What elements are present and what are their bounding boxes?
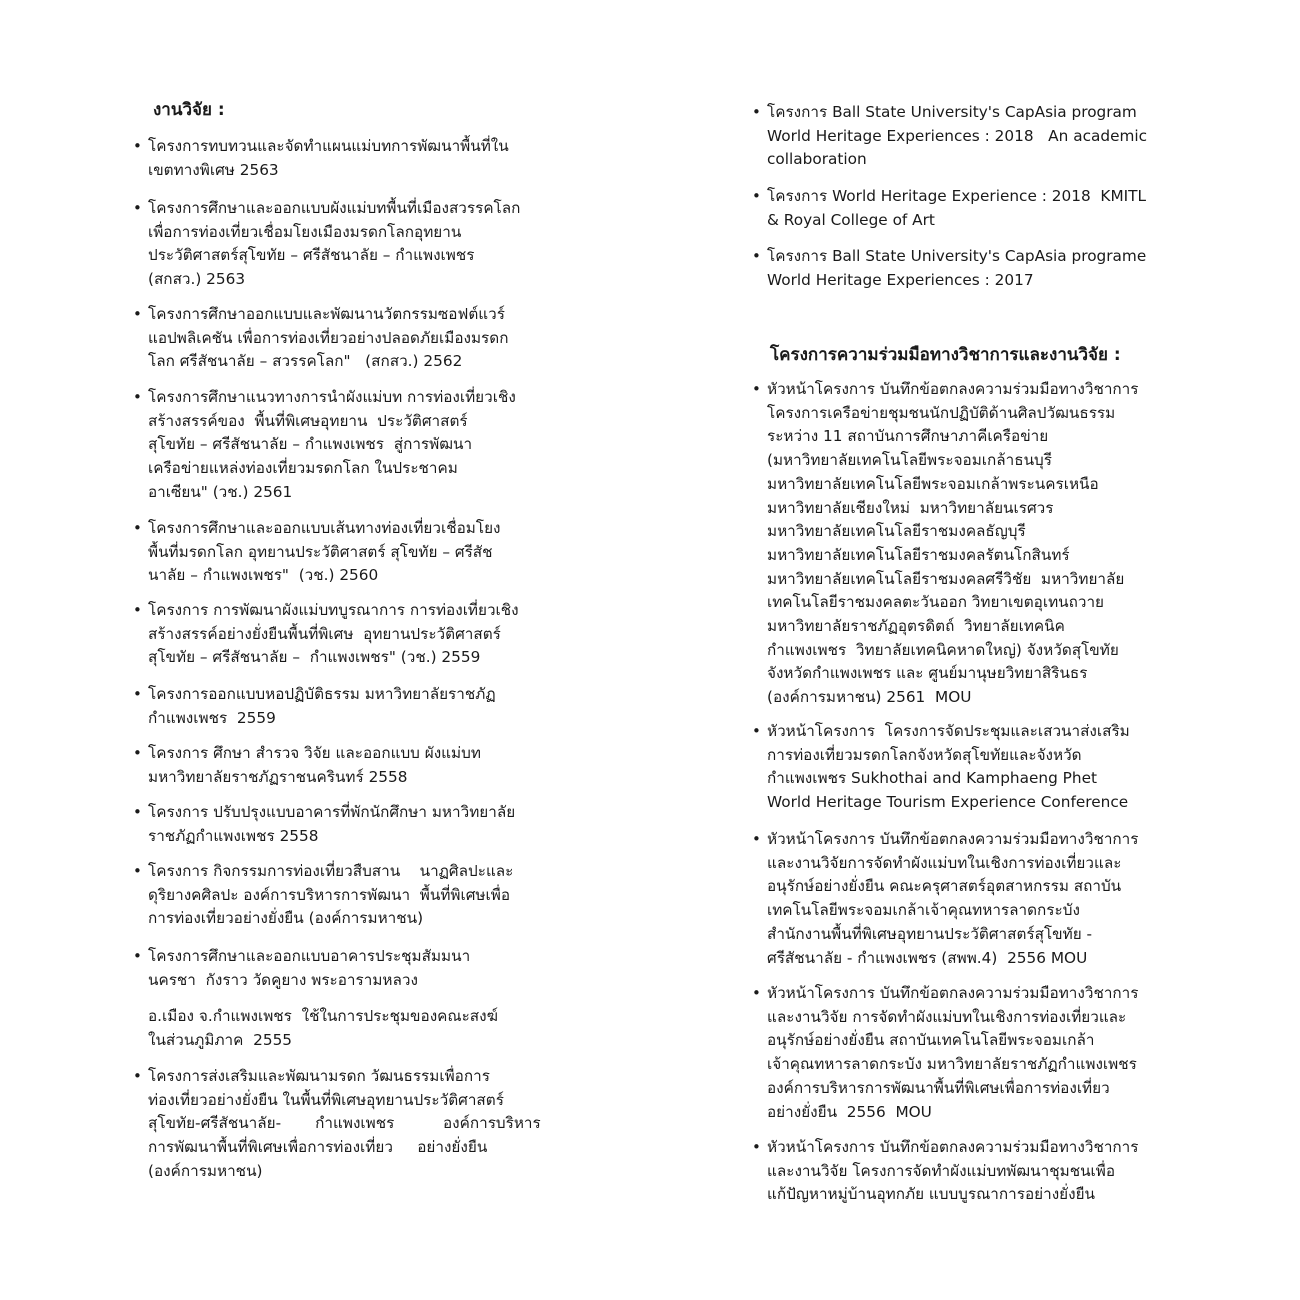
list-item [752,720,1182,815]
list-item-line: เครือข่ายแหล่งท่องเที่ยวมรดกโลก ในประชาคม [148,459,458,478]
list-item-line: World Heritage Experiences : 2018 An academic [767,126,1148,145]
list-item-line: อนุรักษ์อย่างยั่งยืน คณะครุศาสตร์อุตสาหกรรม สถาบัน [767,877,1122,896]
list-item-line: มหาวิทยาลัยเทคโนโลยีราชมงคลรัตนโกสินทร์ [767,545,1070,564]
list-item-line: (องค์การมหาชน) [148,1161,263,1180]
list-item [752,245,1182,292]
list-item-line: ศรีสัชนาลัย - กำแพงเพชร (สพพ.4) 2556 MOU [767,948,1088,967]
list-item-line: โครงการศึกษาและออกแบบผังแม่บทพื้นที่เมืองสวรรคโลก [148,199,521,217]
bullet-icon: • [133,803,142,821]
list-item-line: มหาวิทยาลัยราชภัฏอุตรดิตถ์ วิทยาลัยเทคนิค [767,617,1065,636]
list-item-line: อนุรักษ์อย่างยั่งยืน สถาบันเทคโนโลยีพระจอมเกล้า [767,1031,1095,1050]
list-item-line: แอปพลิเคชัน เพื่อการท่องเที่ยวอย่างปลอดภัยเมืองมรดก [148,328,509,347]
bullet-icon: • [133,685,142,703]
list-item-line: (สกสว.) 2563 [148,270,246,289]
bullet-icon: • [133,862,142,880]
list-item [133,683,563,730]
list-item-line: จังหวัดกำแพงเพชร และ ศูนย์มานุษยวิทยาสิรินธร [767,664,1088,683]
bullet-icon: • [133,1067,142,1085]
list-item-line: และงานวิจัยการจัดทำผังแม่บทในเชิงการท่องเที่ยวและ [767,853,1122,872]
list-item-line: หัวหน้าโครงการ โครงการจัดประชุมและเสวนาส่งเสริม [767,722,1130,740]
list-item-line: collaboration [767,150,867,169]
list-item-line: โครงการ การพัฒนาผังแม่บทบูรณาการ การท่องเที่ยวเชิง [148,601,519,619]
list-item-line: เจ้าคุณทหารลาดกระบัง มหาวิทยาลัยราชภัฏกำแพงเพชร [767,1055,1137,1074]
list-item-line: โลก ศรีสัชนาลัย – สวรรคโลก" (สกสว.) 2562 [148,352,463,371]
list-item-line: กำแพงเพชร 2559 [148,708,276,727]
list-item-line: หัวหน้าโครงการ บันทึกข้อตกลงความร่วมมือทางวิชาการ [767,984,1139,1002]
bullet-icon: • [752,722,761,740]
list-item-line: ในส่วนภูมิภาค 2555 [148,1030,293,1049]
list-item [133,303,563,374]
list-item [133,1005,563,1052]
list-item-line: สุโขทัย-ศรีสัชนาลัย- กำแพงเพชร องค์การบริหาร [148,1114,541,1133]
list-item-line: World Heritage Tourism Experience Conference [767,793,1129,812]
bullet-icon: • [752,103,761,121]
list-item-line: World Heritage Experiences : 2017 [767,270,1034,289]
list-item-line: และงานวิจัย โครงการจัดทำผังแม่บทพัฒนาชุมชนเพื่อ [767,1161,1116,1180]
list-item-line: ราชภัฏกำแพงเพชร 2558 [148,826,319,845]
list-item-line: (องค์การมหาชน) 2561 MOU [767,688,972,707]
list-item-line: พื้นที่มรดกโลก อุทยานประวัติศาสตร์ สุโขทัย – ศรีสัช [148,542,493,561]
list-item [752,1136,1182,1207]
bullet-icon: • [133,388,142,406]
list-item-line: องค์การบริหารการพัฒนาพื้นที่พิเศษเพื่อการท่องเที่ยว [767,1078,1110,1097]
list-item-line: อาเซียน" (วช.) 2561 [148,482,293,501]
list-item-line: หัวหน้าโครงการ บันทึกข้อตกลงความร่วมมือทางวิชาการ [767,1138,1139,1156]
list-item [752,982,1182,1124]
list-item [752,828,1182,970]
bullet-icon: • [133,305,142,323]
list-item-line: มหาวิทยาลัยราชภัฏราชนครินทร์ 2558 [148,767,408,786]
list-item-line: เทคโนโลยีพระจอมเกล้าเจ้าคุณทหารลาดกระบัง [767,901,1080,920]
list-item-line: สุโขทัย – ศรีสัชนาลัย – กำแพงเพชร" (วช.) 2559 [148,648,481,667]
list-item-line: มหาวิทยาลัยเทคโนโลยีพระจอมเกล้าพระนครเหนือ [767,474,1099,493]
list-item-line: แก้ปัญหาหมู่บ้านอุทกภัย แบบบูรณาการอย่างยั่งยืน [767,1185,1096,1204]
list-item-line: และงานวิจัย การจัดทำผังแม่บทในเชิงการท่องเที่ยวและ [767,1007,1127,1026]
list-item-line: อ.เมือง จ.กำแพงเพชร ใช้ในการประชุมของคณะสงฆ์ [148,1007,498,1025]
list-item-line: นาลัย – กำแพงเพชร" (วช.) 2560 [148,566,379,585]
bullet-icon: • [133,744,142,762]
bullet-icon: • [752,1138,761,1156]
list-item-line: หัวหน้าโครงการ บันทึกข้อตกลงความร่วมมือทางวิชาการ [767,380,1139,398]
bullet-icon: • [752,830,761,848]
list-item [133,197,563,292]
list-item-line: โครงการศึกษาแนวทางการนำผังแม่บท การท่องเที่ยวเชิง [148,388,516,406]
list-item-line: เพื่อการท่องเที่ยวเชื่อมโยงเมืองมรดกโลกอุทยาน [148,222,462,241]
bullet-icon: • [133,601,142,619]
list-item-line: การพัฒนาพื้นที่พิเศษเพื่อการท่องเที่ยว อย่างยั่งยืน [148,1138,488,1157]
list-item [133,801,563,848]
list-item-line: อย่างยั่งยืน 2556 MOU [767,1102,932,1121]
list-item-line: มหาวิทยาลัยเชียงใหม่ มหาวิทยาลัยนเรศวร [767,498,1054,517]
list-item-line: โครงการ Ball State University's CapAsia programe [767,247,1147,265]
list-item-line: หัวหน้าโครงการ บันทึกข้อตกลงความร่วมมือทางวิชาการ [767,830,1139,848]
list-item-line: เขตทางพิเศษ 2563 [148,160,279,179]
list-item-line: นครชา กังราว วัดคูยาง พระอารามหลวง [148,970,418,989]
list-item-line: สุโขทัย – ศรีสัชนาลัย – กำแพงเพชร สู่การพัฒนา [148,435,473,454]
bullet-icon: • [752,380,761,398]
bullet-icon: • [133,137,142,155]
list-item-line: การท่องเที่ยวอย่างยั่งยืน (องค์การมหาชน) [148,909,424,928]
list-item [133,517,563,588]
list-item-line: ระหว่าง 11 สถาบันการศึกษาภาคีเครือข่าย [767,427,1049,446]
list-item-line: กำแพงเพชร Sukhothai and Kamphaeng Phet [767,769,1097,788]
list-item-line: โครงการเครือข่ายชุมชนนักปฏิบัติด้านศิลปวัฒนธรรม [767,403,1116,422]
list-item-line: & Royal College of Art [767,210,935,229]
list-item-line: เทคโนโลยีราชมงคลตะวันออก วิทยาเขตอุเทนถวาย [767,593,1105,612]
list-item-line: มหาวิทยาลัยเทคโนโลยีราชมงคลธัญบุรี [767,522,1026,541]
list-item-line: โครงการศึกษาและออกแบบเส้นทางท่องเที่ยวเชื่อมโยง [148,519,501,537]
bullet-icon: • [752,247,761,265]
list-item [752,378,1182,710]
bullet-icon: • [133,199,142,217]
list-item-line: โครงการ Ball State University's CapAsia program [767,103,1137,121]
list-item-line: โครงการ World Heritage Experience : 2018 KMITL [767,187,1147,205]
list-item-line: ประวัติศาสตร์สุโขทัย – ศรีสัชนาลัย – กำแพงเพชร [148,246,475,265]
list-item-line: (มหาวิทยาลัยเทคโนโลยีพระจอมเกล้าธนบุรี [767,451,1052,470]
bullet-icon: • [752,187,761,205]
list-item [133,860,563,931]
list-item-line: โครงการ ศึกษา สำรวจ วิจัย และออกแบบ ผังแม่บท [148,744,481,762]
list-item [133,386,563,505]
list-item-line: ดุริยางคศิลปะ องค์การบริหารการพัฒนา พื้นที่พิเศษเพื่อ [148,885,511,904]
bullet-icon: • [752,984,761,1002]
research-heading: งานวิจัย : [153,100,225,120]
list-item-line: มหาวิทยาลัยเทคโนโลยีราชมงคลศรีวิชัย มหาวิทยาลัย [767,569,1125,588]
list-item [752,101,1182,172]
list-item-line: สร้างสรรค์อย่างยั่งยืนพื้นที่พิเศษ อุทยานประวัติศาสตร์ [148,624,501,643]
list-item [133,135,563,182]
list-item-line: โครงการศึกษาและออกแบบอาคารประชุมสัมมนา [148,947,471,965]
list-item [133,599,563,670]
list-item-line: การท่องเที่ยวมรดกโลกจังหวัดสุโขทัยและจังหวัด [767,745,1082,764]
bullet-icon: • [133,947,142,965]
list-item-line: กำแพงเพชร วิทยาลัยเทคนิคหาดใหญ่) จังหวัดสุโขทัย [767,640,1119,659]
list-item-line: โครงการ กิจกรรมการท่องเที่ยวสืบสาน นาฏศิลปะและ [148,862,514,880]
list-item [133,1065,563,1184]
list-item-line: โครงการศึกษาออกแบบและพัฒนานวัตกรรมซอฟต์แวร์ [148,305,505,323]
list-item-line: ท่องเที่ยวอย่างยั่งยืน ในพื้นที่พิเศษอุทยานประวัติศาสตร์ [148,1090,504,1109]
collaboration-heading: โครงการความร่วมมือทางวิชาการและงานวิจัย : [770,345,1121,365]
list-item [133,742,563,789]
list-item-line: สร้างสรรค์ของ พื้นที่พิเศษอุทยาน ประวัติศาสตร์ [148,411,468,430]
list-item-line: โครงการส่งเสริมและพัฒนามรดก วัฒนธรรมเพื่อการ [148,1067,490,1085]
list-item [133,945,563,992]
list-item-line: สำนักงานพื้นที่พิเศษอุทยานประวัติศาสตร์สุโขทัย - [767,924,1093,943]
list-item [752,185,1182,232]
list-item-line: โครงการ ปรับปรุงแบบอาคารที่พักนักศึกษา มหาวิทยาลัย [148,803,516,821]
list-item-line: โครงการออกแบบหอปฏิบัติธรรม มหาวิทยาลัยราชภัฏ [148,685,496,703]
bullet-icon: • [133,519,142,537]
list-item-line: โครงการทบทวนและจัดทำแผนแม่บทการพัฒนาพื้นที่ใน [148,137,509,155]
